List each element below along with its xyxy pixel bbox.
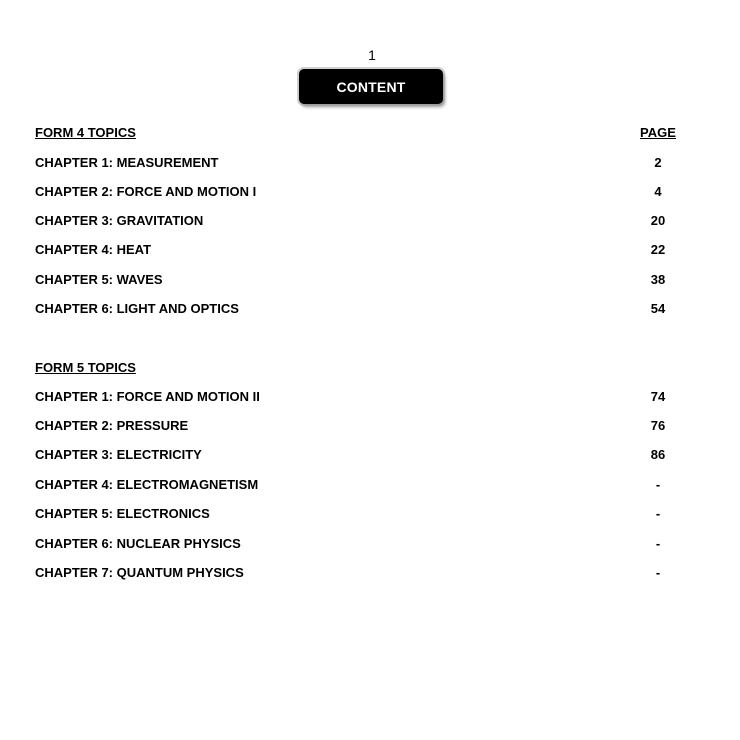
chapter-page: 86 [650, 447, 666, 462]
chapter-page: 20 [650, 213, 666, 228]
chapter-label: CHAPTER 2: PRESSURE [35, 418, 189, 433]
chapter-label: CHAPTER 6: NUCLEAR PHYSICS [35, 536, 241, 551]
chapter-label: CHAPTER 6: LIGHT AND OPTICS [35, 301, 239, 316]
form5-heading: FORM 5 TOPICS [35, 360, 136, 375]
chapter-page: 76 [650, 418, 666, 433]
page-number: 1 [368, 47, 376, 63]
chapter-label: CHAPTER 4: ELECTROMAGNETISM [35, 477, 259, 492]
chapter-page: - [655, 506, 661, 521]
form4-heading: FORM 4 TOPICS [35, 125, 136, 140]
chapter-label: CHAPTER 5: ELECTRONICS [35, 506, 210, 521]
chapter-label: CHAPTER 4: HEAT [35, 242, 152, 257]
page-column-heading: PAGE [640, 125, 676, 140]
chapter-page: 22 [650, 242, 666, 257]
chapter-page: 2 [654, 155, 662, 170]
chapter-label: CHAPTER 2: FORCE AND MOTION I [35, 184, 257, 199]
chapter-page: 54 [650, 301, 666, 316]
chapter-label: CHAPTER 1: FORCE AND MOTION II [35, 389, 260, 404]
chapter-page: - [655, 536, 661, 551]
content-title-box [299, 69, 443, 104]
chapter-label: CHAPTER 3: ELECTRICITY [35, 447, 202, 462]
chapter-label: CHAPTER 3: GRAVITATION [35, 213, 204, 228]
chapter-label: CHAPTER 5: WAVES [35, 272, 163, 287]
chapter-page: 38 [650, 272, 666, 287]
content-title: CONTENT [336, 78, 406, 95]
chapter-label: CHAPTER 7: QUANTUM PHYSICS [35, 565, 244, 580]
chapter-page: 4 [654, 184, 662, 199]
chapter-page: - [655, 565, 661, 580]
chapter-page: 74 [650, 389, 666, 404]
chapter-page: - [655, 477, 661, 492]
chapter-label: CHAPTER 1: MEASUREMENT [35, 155, 219, 170]
